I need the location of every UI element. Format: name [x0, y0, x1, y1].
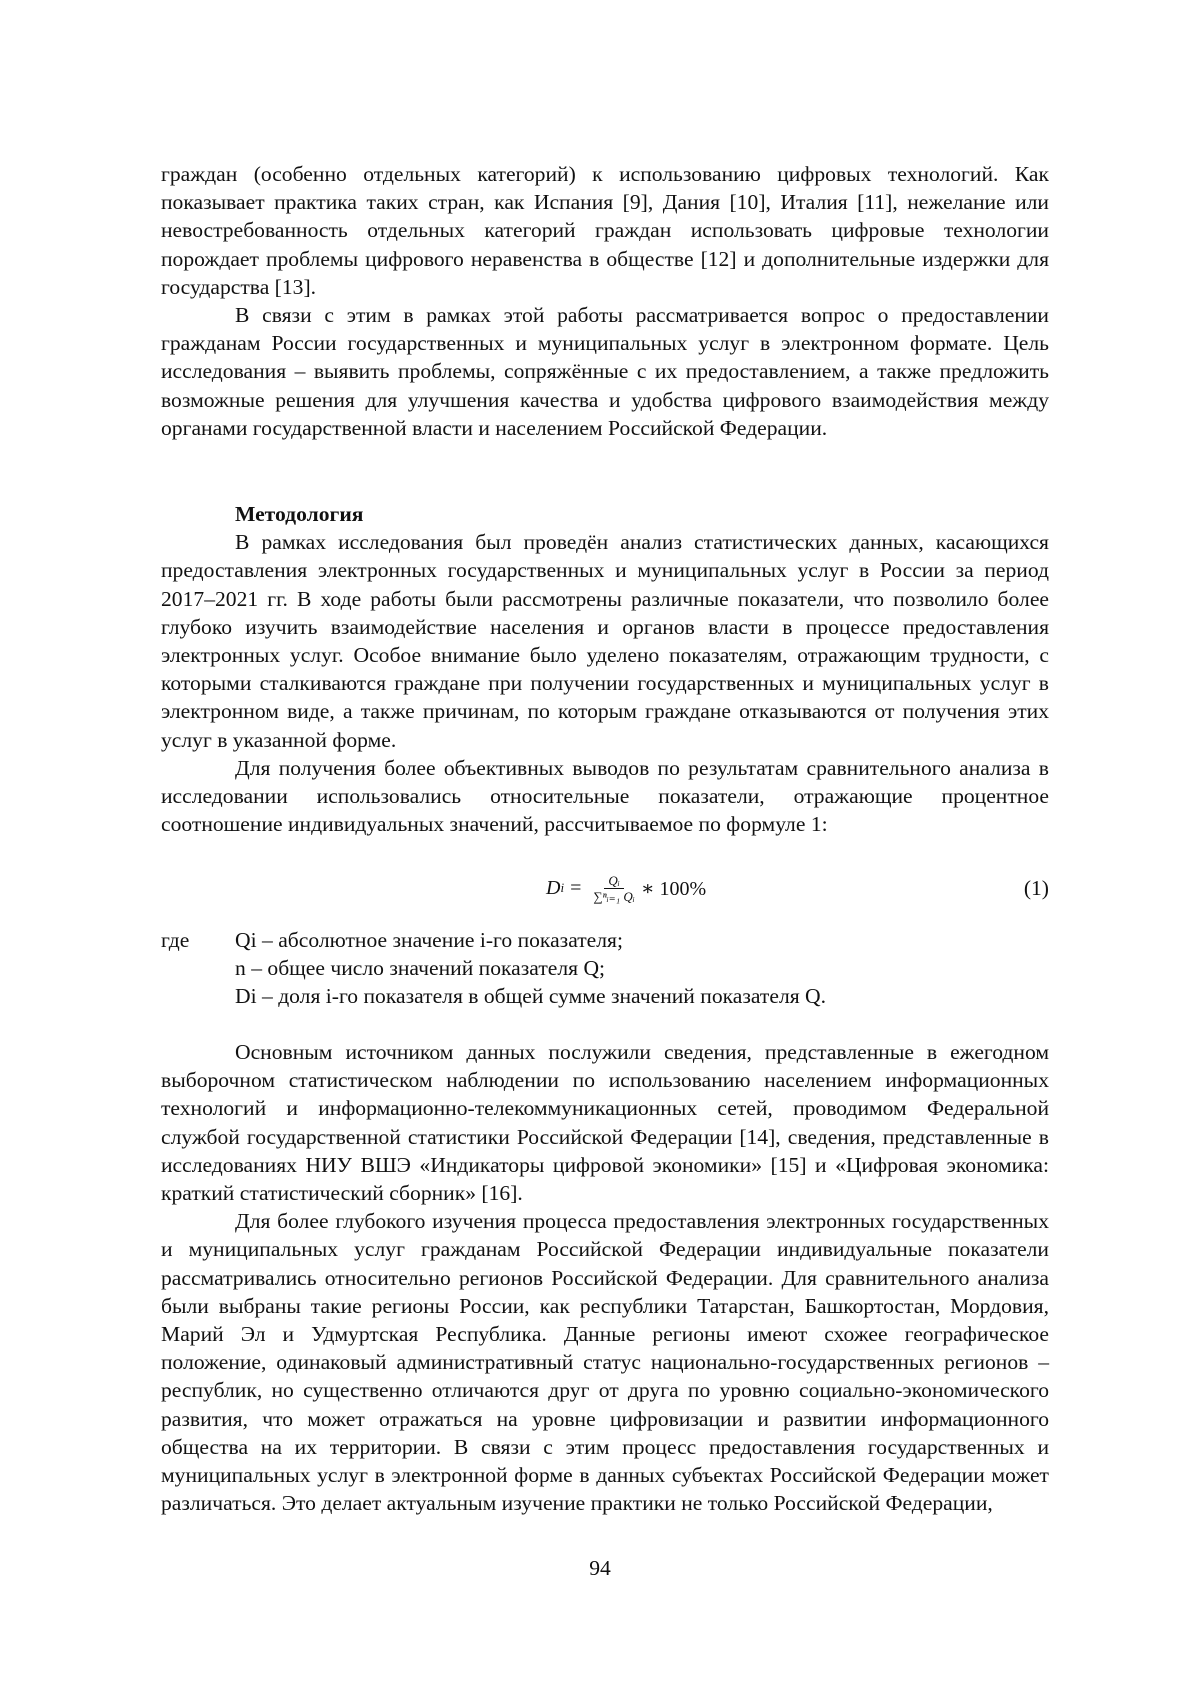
legend-lead-word: где	[161, 928, 190, 952]
formula-denominator: ∑ⁿᵢ₌₁ Qᵢ	[593, 888, 635, 904]
legend-item: n – общее число значений показателя Q;	[235, 956, 606, 981]
methodology-paragraph-2: Для получения более объективных выводов по результатам сравнительного анализа в исследовании использовались относительные показатели, отражающие процентное соотношение индивидуальных значений, рассчитываемое по формуле 1:	[161, 755, 1049, 837]
legend-row	[161, 926, 1049, 954]
page-number: 94	[589, 1556, 611, 1580]
methodology-section	[161, 500, 1049, 838]
legend-item: Di – доля i-го показателя в общей сумме значений показателя Q.	[235, 984, 827, 1009]
formula-legend	[161, 926, 1049, 1011]
methodology-paragraph-1: В рамках исследования был проведён анализ статистических данных, касающихся предоставления электронных государственных и муниципальных услуг в России за период 2017–2021 гг. В ходе работы были рассмотрены различные показатели, что позволило более глубоко изучить взаимодействие населения и органов власти в процессе предоставления электронных услуг. Особое внимание было уделено показателям, отражающим трудности, с которыми сталкиваются граждане при получении государственных и муниципальных услуг в электронном виде, а также причинам, по которым граждане отказываются от получения этих услуг в указанной форме.	[161, 530, 1049, 752]
formula-rest: ∗ 100%	[640, 877, 707, 900]
formula-numerator: Qᵢ	[604, 873, 623, 889]
equation-number: (1)	[1023, 876, 1049, 900]
legend-row	[161, 954, 1049, 982]
formula-expression	[546, 866, 706, 910]
sources-paragraph-1: Основным источником данных послужили сведения, представленные в ежегодном выборочном статистическом наблюдении по использованию населением информационных технологий и информационно-телекоммуникационных сетей, проводимом Федеральной службой государственной статистики Российской Федерации [14], сведения, представленные в исследованиях НИУ ВШЭ «Индикаторы цифровой экономики» [15] и «Цифровая экономика: краткий статистический сборник» [16].	[161, 1040, 1049, 1206]
section-heading-methodology: Методология	[235, 502, 364, 526]
legend-item: Qi – абсолютное значение i-го показателя;	[235, 928, 623, 952]
formula-fraction	[593, 873, 635, 904]
formula-lhs-subscript: i	[560, 880, 565, 895]
intro-text-block	[161, 160, 1049, 442]
legend-row	[161, 982, 1049, 1010]
intro-paragraph-2: В связи с этим в рамках этой работы рассматривается вопрос о предоставлении гражданам России государственных и муниципальных услуг в электронном формате. Цель исследования – выявить проблемы, сопряжённые с их предоставлением, а также предложить возможные решения для улучшения качества и удобства цифрового взаимодействия между органами государственной власти и населением Российской Федерации.	[161, 303, 1049, 440]
data-sources-section	[161, 1038, 1049, 1517]
formula-lhs: D	[546, 876, 561, 899]
sources-paragraph-2: Для более глубокого изучения процесса предоставления электронных государственных и муниципальных услуг гражданам Российской Федерации индивидуальные показатели рассматривались относительно регионов Российской Федерации. Для сравнительного анализа были выбраны такие регионы России, как республики Татарстан, Башкортостан, Мордовия, Марий Эл и Удмуртская Республика. Данные регионы имеют схожее географическое положение, одинаковый административный статус национально-государственных регионов – республик, но существенно отличаются друг от друга по уровню социально-экономического развития, что может отражаться на уровне цифровизации и развитии информационного общества на их территории. В связи с этим процесс предоставления государственных и муниципальных услуг в электронной форме в данных субъектах Российской Федерации может различаться. Это делает актуальным изучение практики не только Российской Федерации,	[161, 1209, 1049, 1516]
formula-1	[161, 866, 1049, 910]
intro-paragraph-1: граждан (особенно отдельных категорий) к использованию цифровых технологий. Как показывает практика таких стран, как Испания [9], Дания [10], Италия [11], нежелание или невостребованность отдельных категорий граждан использовать цифровые технологии порождает проблемы цифрового неравенства в обществе [12] и дополнительные издержки для государства [13].	[161, 162, 1049, 299]
formula-equals: =	[570, 876, 582, 899]
